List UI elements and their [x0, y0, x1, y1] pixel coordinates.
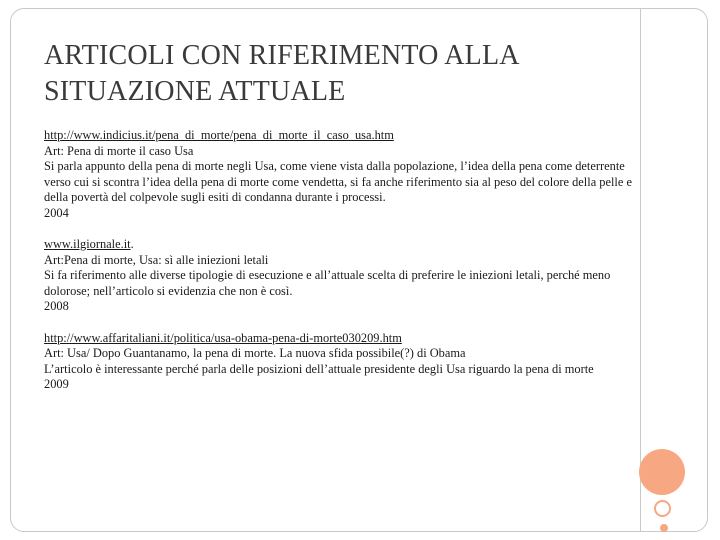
decorative-circle-ring — [654, 500, 671, 517]
decorative-circle-small — [660, 524, 668, 532]
articles-list — [44, 128, 634, 409]
title-line-2: SITUAZIONE ATTUALE — [44, 76, 346, 107]
article-body: L’articolo è interessante perché parla delle posizioni dell’attuale presidente degli Usa riguardo la pena di morte — [44, 361, 594, 376]
decorative-circle-large — [639, 449, 685, 495]
article-item — [44, 331, 634, 393]
article-link-line — [44, 331, 634, 347]
article-link[interactable]: www.ilgiornale.it — [44, 237, 131, 251]
article-item — [44, 128, 634, 221]
article-link-suffix: . — [130, 237, 134, 251]
article-year: 2009 — [44, 377, 69, 391]
article-body: Si parla appunto della pena di morte negli Usa, come viene vista dalla popolazione, l’idea della pena come deterrente verso cui si scontra l’idea della pena di morte come vendetta, si fa anche riferimento sia al peso del colore della pelle e della povertà del colpevole sugli esiti di condanna durante i processi. — [44, 159, 632, 204]
article-title: Art: Usa/ Dopo Guantanamo, la pena di morte. La nuova sfida possibile(?) di Obama — [44, 346, 466, 360]
article-body: Si fa riferimento alle diverse tipologie di esecuzione e all’attuale scelta di preferire le iniezioni letali, perché meno dolorose; nell’articolo si evidenzia che non è così. — [44, 268, 611, 298]
side-divider — [640, 8, 641, 532]
title-line-1: ARTICOLI CON RIFERIMENTO ALLA — [44, 40, 520, 71]
article-link[interactable]: http://www.indicius.it/pena_di_morte/pena_di_morte_il_caso_usa.htm — [44, 128, 394, 142]
article-link-line — [44, 128, 634, 144]
slide-title — [44, 38, 604, 110]
article-year: 2004 — [44, 205, 69, 220]
article-item — [44, 237, 634, 315]
article-link-line — [44, 237, 634, 253]
article-link[interactable]: http://www.affaritaliani.it/politica/usa-obama-pena-di-morte030209.htm — [44, 330, 402, 345]
article-title: Art:Pena di morte, Usa: sì alle iniezioni letali — [44, 252, 269, 267]
article-year: 2008 — [44, 299, 69, 313]
article-title: Art: Pena di morte il caso Usa — [44, 143, 194, 158]
